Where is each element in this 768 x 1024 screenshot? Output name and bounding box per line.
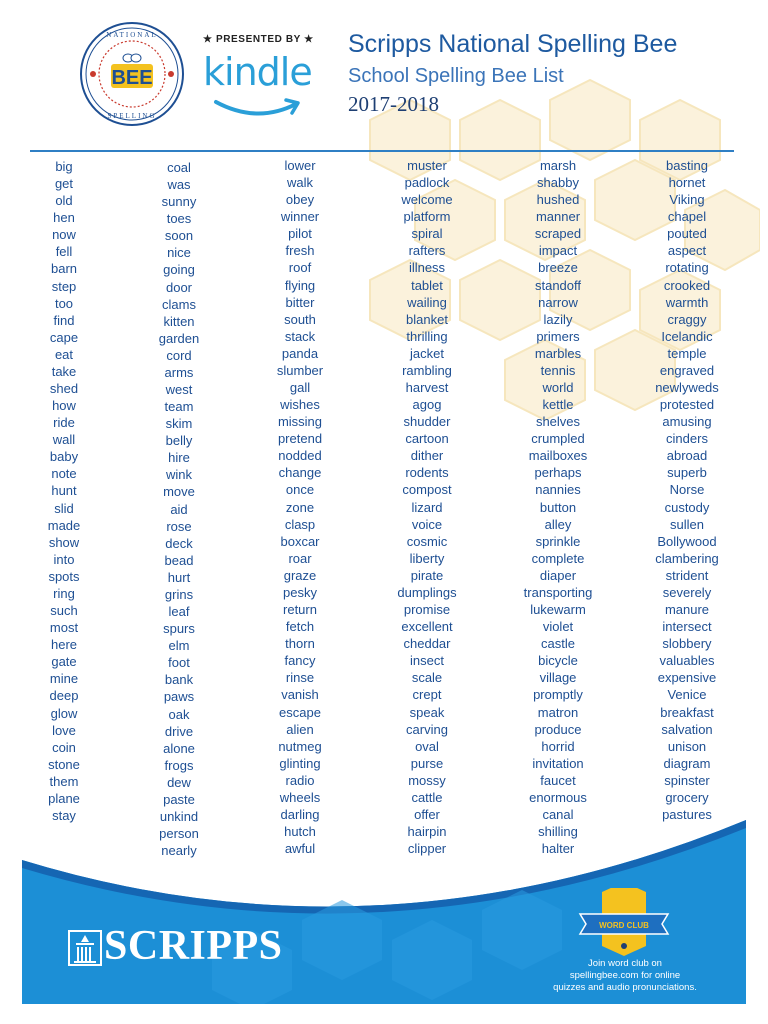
spelling-word: cartoon (405, 431, 449, 447)
spelling-word: faucet (540, 772, 576, 788)
spelling-word: strident (665, 567, 709, 583)
spelling-word: illness (408, 260, 446, 276)
spelling-word: unkind (159, 808, 199, 824)
spelling-word: fresh (285, 243, 315, 259)
spelling-word: tennis (540, 362, 576, 378)
spelling-word: alone (163, 740, 195, 756)
spelling-word: warmth (665, 294, 709, 310)
spelling-word: cosmic (406, 533, 448, 549)
spelling-word: blanket (406, 311, 448, 327)
spelling-word: south (284, 311, 316, 327)
spelling-word: return (283, 602, 317, 618)
spelling-word: diaper (539, 567, 577, 583)
national-spelling-bee-logo (78, 20, 186, 128)
spelling-word: awful (284, 841, 316, 857)
spelling-word: standoff (534, 277, 582, 293)
spelling-word: rafters (408, 243, 446, 259)
spelling-word: impact (538, 243, 578, 259)
spelling-word: clasp (284, 516, 316, 532)
spelling-word: shabby (537, 175, 579, 191)
spelling-word: alley (544, 516, 572, 532)
spelling-word: produce (534, 721, 582, 737)
spelling-word: barn (50, 261, 78, 277)
spelling-word: bicycle (538, 653, 578, 669)
spelling-word: spinster (664, 772, 710, 788)
spelling-word: sprinkle (535, 533, 581, 549)
spelling-word: rambling (402, 362, 452, 378)
svg-text:BEE: BEE (111, 67, 153, 89)
spelling-word: unison (667, 738, 707, 754)
spelling-word: going (163, 262, 195, 278)
spelling-word: transporting (523, 584, 593, 600)
spelling-word: foot (168, 655, 190, 671)
spelling-word: padlock (404, 175, 450, 191)
spelling-word: love (52, 722, 76, 738)
word-column-5 (498, 157, 618, 857)
spelling-word: radio (285, 772, 315, 788)
word-club-badge (574, 888, 674, 958)
spelling-word: Icelandic (661, 328, 713, 344)
spelling-word: glow (50, 705, 78, 721)
spelling-word: into (53, 551, 75, 567)
word-club-label: WORD CLUB (599, 921, 649, 930)
spelling-word: hire (168, 450, 190, 466)
spelling-word: wheels (279, 789, 321, 805)
spelling-word: nodded (278, 448, 322, 464)
spelling-word: excellent (401, 619, 453, 635)
spelling-word: rose (166, 518, 192, 534)
spelling-word: hunt (51, 483, 77, 499)
spelling-word: shed (49, 381, 79, 397)
spelling-word: liberty (409, 550, 445, 566)
spelling-word: cattle (411, 789, 443, 805)
spelling-word: abroad (666, 448, 708, 464)
spelling-word: oval (415, 738, 439, 754)
spelling-word: frogs (164, 757, 194, 773)
join-line-1: Join word club on (588, 958, 662, 969)
spelling-word: salvation (661, 721, 713, 737)
spelling-word: here (50, 637, 78, 653)
spelling-word: west (165, 382, 193, 398)
spelling-word: agog (412, 397, 442, 413)
spelling-word: newlyweds (655, 380, 719, 396)
spelling-word: diagram (663, 755, 711, 771)
spelling-word: flying (284, 277, 316, 293)
spelling-word: zone (285, 499, 315, 515)
spelling-word: mine (49, 671, 79, 687)
spelling-word: platform (403, 209, 451, 225)
spelling-word: bead (164, 552, 194, 568)
spelling-word: lower (284, 158, 316, 173)
spelling-word: eat (54, 346, 74, 362)
spelling-word: shudder (403, 414, 451, 430)
spelling-word: wishes (280, 397, 320, 413)
spelling-word: escape (279, 704, 321, 720)
spelling-word: plane (48, 790, 80, 806)
spelling-word: scale (411, 670, 443, 686)
spelling-word: too (54, 295, 74, 311)
spelling-word: arms (164, 364, 194, 380)
spelling-word: fell (55, 244, 73, 260)
spelling-word: engraved (659, 362, 715, 378)
spelling-word: bitter (285, 294, 315, 310)
spelling-word: soon (164, 228, 194, 244)
spelling-word: enormous (529, 789, 587, 805)
spelling-word: protested (659, 397, 715, 413)
spelling-word: invitation (532, 755, 584, 771)
spelling-word: spiral (411, 226, 443, 242)
spelling-word: coin (52, 739, 76, 755)
spelling-word: door (165, 279, 193, 295)
spelling-word: graze (283, 567, 317, 583)
spelling-word: ride (53, 415, 75, 431)
spelling-word: how (52, 398, 76, 414)
spelling-word: darling (280, 806, 320, 822)
spelling-word: pilot (288, 226, 312, 242)
spelling-word: dither (410, 448, 444, 464)
join-word-club-text (540, 958, 710, 994)
spelling-word: hutch (284, 824, 316, 840)
word-column-6 (627, 157, 747, 823)
spelling-word: promise (403, 602, 451, 618)
spelling-word: perhaps (534, 465, 582, 481)
spelling-word: aspect (667, 243, 707, 259)
spelling-word: kettle (542, 397, 574, 413)
spelling-word: pouted (667, 226, 707, 242)
spelling-word: castle (541, 636, 575, 652)
spelling-word: marsh (539, 158, 577, 173)
spelling-word: such (50, 603, 78, 619)
spelling-word: primers (536, 328, 580, 344)
presented-by-label: ★ PRESENTED BY ★ (203, 34, 314, 45)
spelling-word: horrid (541, 738, 575, 754)
spelling-word: big (55, 159, 73, 174)
spelling-word: welcome (401, 192, 453, 208)
spelling-word: now (52, 227, 76, 243)
spelling-word: lukewarm (530, 602, 586, 618)
spelling-word: dew (167, 774, 191, 790)
spelling-word: hornet (668, 175, 706, 191)
spelling-word: once (285, 482, 315, 498)
spelling-word: take (51, 363, 77, 379)
spelling-word: roof (288, 260, 312, 276)
spelling-word: skim (165, 416, 193, 432)
spelling-word: hairpin (407, 824, 447, 840)
svg-text:SPELLING: SPELLING (107, 112, 157, 120)
spelling-word: thorn (285, 636, 315, 652)
spelling-word: vanish (281, 687, 319, 703)
spelling-word: valuables (659, 653, 715, 669)
spelling-word: paws (163, 689, 195, 705)
spelling-word: kitten (163, 313, 195, 329)
spelling-word: world (542, 380, 574, 396)
spelling-word: spurs (163, 621, 195, 637)
spelling-word: winner (280, 209, 320, 225)
spelling-word: deck (165, 535, 193, 551)
spelling-word: chapel (667, 209, 707, 225)
spelling-word: nannies (535, 482, 581, 498)
spelling-word: harvest (405, 380, 449, 396)
spelling-word: gate (51, 654, 77, 670)
spelling-word: temple (667, 345, 707, 361)
spelling-word: button (539, 499, 577, 515)
spelling-word: garden (158, 330, 200, 346)
header-divider (30, 150, 734, 152)
spelling-word: leaf (168, 604, 190, 620)
spelling-word: panda (281, 345, 319, 361)
spelling-word: cord (166, 347, 192, 363)
spelling-word: superb (667, 465, 707, 481)
spelling-word: deep (49, 688, 79, 704)
spelling-word: cape (49, 329, 79, 345)
word-column-2 (119, 159, 239, 859)
spelling-word: drive (164, 723, 194, 739)
scripps-lighthouse-icon (68, 930, 102, 966)
spelling-word: sunny (161, 194, 197, 210)
spelling-word: pretend (277, 431, 323, 447)
spelling-word: grocery (665, 789, 709, 805)
spelling-word: Norse (669, 482, 705, 498)
spelling-word: Bollywood (657, 533, 717, 549)
page-title: Scripps National Spelling Bee (348, 30, 678, 58)
spelling-word: hurt (167, 569, 191, 585)
spelling-word: person (159, 826, 199, 842)
spelling-word: step (51, 278, 77, 294)
spelling-word: fetch (285, 619, 315, 635)
spelling-word: nice (167, 245, 191, 261)
kindle-logo: kindle (203, 50, 312, 94)
spelling-word: walk (286, 175, 313, 191)
spelling-word: breakfast (660, 704, 714, 720)
spelling-word: amusing (662, 414, 712, 430)
spelling-word: wailing (407, 294, 447, 310)
spelling-word: crooked (663, 277, 711, 293)
spelling-word: ring (53, 585, 75, 601)
spelling-word: hushed (536, 192, 580, 208)
spelling-word: muster (407, 158, 447, 173)
spelling-word: cinders (666, 431, 708, 447)
spelling-word: dumplings (397, 584, 457, 600)
spelling-word: obey (285, 192, 315, 208)
spelling-word: stay (52, 807, 76, 823)
spelling-word: show (48, 534, 80, 550)
spelling-word: intersect (662, 619, 712, 635)
spelling-word: hen (53, 210, 75, 226)
spelling-word: thrilling (406, 328, 448, 344)
spelling-word: severely (662, 584, 712, 600)
spelling-word: rinse (285, 670, 315, 686)
spelling-word: speak (409, 704, 445, 720)
spelling-word: stone (48, 756, 80, 772)
spelling-word: mailboxes (528, 448, 588, 464)
spelling-word: lizard (411, 499, 443, 515)
spelling-word: pastures (662, 806, 712, 822)
spelling-word: move (163, 484, 195, 500)
svg-text:NATIONAL: NATIONAL (106, 31, 158, 39)
spelling-word: Viking (669, 192, 705, 208)
spelling-word: cheddar (403, 636, 451, 652)
spelling-word: note (51, 466, 77, 482)
spelling-word: manner (535, 209, 581, 225)
spelling-word: stack (284, 328, 316, 344)
page-subtitle: School Spelling Bee List (348, 65, 564, 87)
spelling-word: alien (286, 721, 314, 737)
spelling-word: jacket (410, 345, 444, 361)
spelling-word: made (47, 517, 81, 533)
spelling-word: craggy (667, 311, 707, 327)
spelling-word: insect (410, 653, 444, 669)
join-line-3: quizzes and audio pronunciations. (553, 982, 697, 993)
spelling-word: oak (168, 706, 190, 722)
spelling-word: spots (48, 568, 80, 584)
word-column-1 (4, 158, 124, 824)
spelling-word: them (49, 773, 79, 789)
spelling-word: aid (170, 501, 188, 517)
spelling-word: slobbery (662, 636, 712, 652)
spelling-word: belly (165, 433, 193, 449)
spelling-word: breeze (538, 260, 578, 276)
spelling-word: grins (164, 586, 194, 602)
header (0, 0, 768, 150)
spelling-word: coal (167, 160, 191, 175)
spelling-word: gall (289, 380, 311, 396)
spelling-word: shilling (538, 824, 578, 840)
spelling-word: wink (165, 467, 192, 483)
spelling-word: narrow (538, 294, 578, 310)
spelling-word: roar (288, 550, 312, 566)
spelling-word: clams (162, 296, 196, 312)
spelling-word: purse (410, 755, 444, 771)
spelling-word: bank (164, 672, 194, 688)
spelling-word: missing (277, 414, 323, 430)
spelling-word: fancy (284, 653, 316, 669)
spelling-word: Venice (667, 687, 707, 703)
spelling-word: matron (537, 704, 579, 720)
spelling-word: change (278, 465, 322, 481)
spelling-word: rotating (665, 260, 709, 276)
word-column-4 (367, 157, 487, 857)
spelling-word: wall (52, 432, 76, 448)
spelling-word: baby (49, 449, 79, 465)
spelling-word: pesky (283, 584, 317, 600)
spelling-word: find (53, 312, 75, 328)
spelling-word: expensive (657, 670, 717, 686)
spelling-word: slumber (276, 362, 324, 378)
spelling-word: manure (664, 602, 710, 618)
spelling-word: boxcar (280, 533, 320, 549)
spelling-word: scraped (534, 226, 582, 242)
spelling-word: mossy (408, 772, 446, 788)
spelling-word: paste (163, 791, 195, 807)
spelling-word: compost (402, 482, 452, 498)
spelling-word: most (49, 620, 79, 636)
spelling-word: shelves (535, 414, 581, 430)
spelling-word: toes (166, 211, 192, 227)
spelling-word: clipper (407, 841, 447, 857)
spelling-word: basting (666, 158, 708, 173)
spelling-word: crumpled (531, 431, 585, 447)
spelling-word: voice (411, 516, 443, 532)
spelling-word: tablet (411, 277, 443, 293)
spelling-word: violet (542, 619, 574, 635)
spelling-word: lazily (543, 311, 573, 327)
spelling-word: crept (412, 687, 442, 703)
amazon-smile-icon (212, 96, 302, 122)
spelling-word: clambering (655, 550, 719, 566)
spelling-word: rodents (405, 465, 449, 481)
spelling-word: offer (414, 806, 440, 822)
spelling-word: canal (542, 806, 574, 822)
spelling-word: nutmeg (278, 738, 322, 754)
spelling-word: halter (541, 841, 575, 857)
spelling-word: sullen (670, 516, 704, 532)
spelling-word: slid (54, 500, 74, 516)
spelling-word: nearly (161, 843, 197, 859)
school-year: 2017-2018 (348, 92, 439, 116)
spelling-word: complete (531, 550, 585, 566)
scripps-logo-text: SCRIPPS (104, 923, 283, 969)
spelling-word: marbles (534, 345, 582, 361)
spelling-word: village (539, 670, 577, 686)
word-column-3 (240, 157, 360, 857)
spelling-word: carving (406, 721, 448, 737)
spelling-word: team (164, 399, 194, 415)
spelling-word: glinting (279, 755, 321, 771)
spelling-word: custody (664, 499, 710, 515)
spelling-word: was (167, 177, 191, 193)
spelling-word: elm (168, 638, 190, 654)
spelling-word: promptly (533, 687, 583, 703)
spelling-word: pirate (410, 567, 444, 583)
spelling-word: get (54, 176, 74, 192)
spelling-word: old (55, 193, 73, 209)
join-line-2: spellingbee.com for online (569, 970, 681, 981)
